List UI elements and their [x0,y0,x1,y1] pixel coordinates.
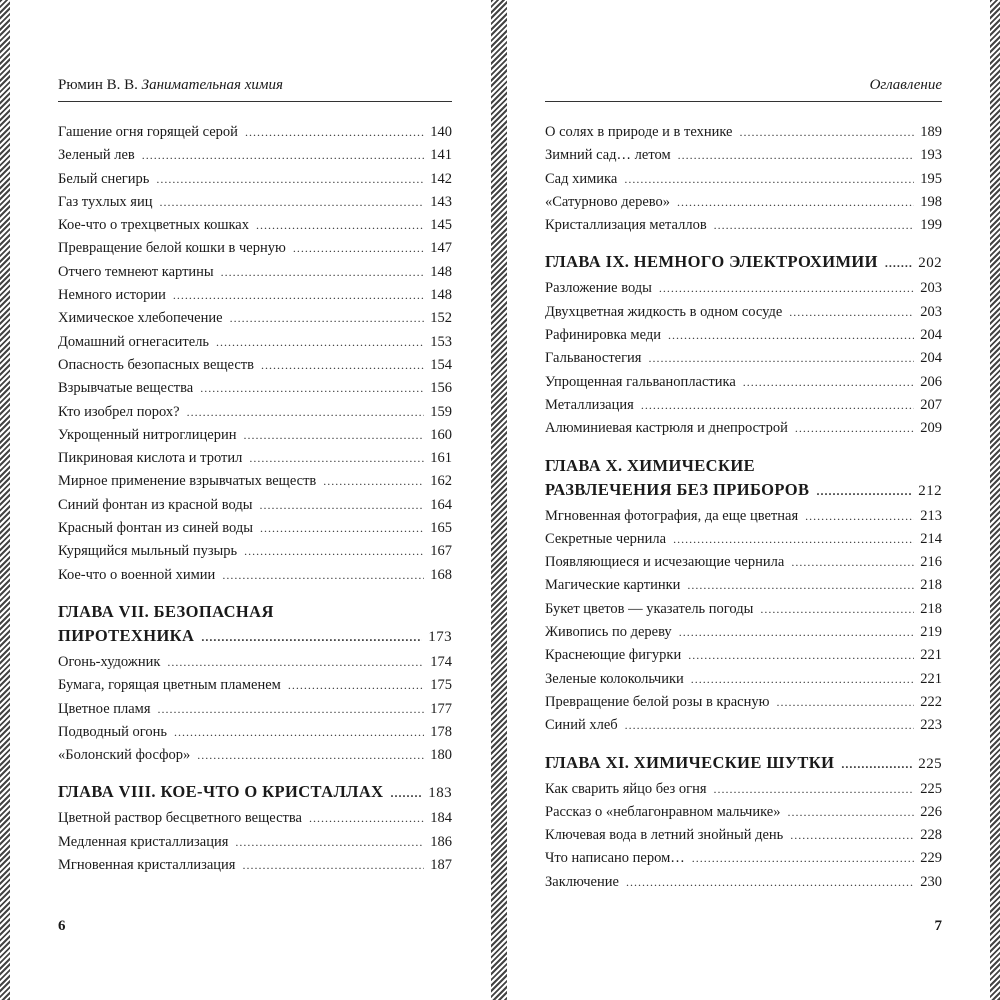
dot-leader [260,517,424,540]
chapter-title: РАЗВЛЕЧЕНИЯ БЕЗ ПРИБОРОВ [545,479,810,499]
toc-entry [58,307,452,330]
toc-entry-page: 207 [920,396,942,413]
dot-leader [235,831,424,854]
dot-leader [200,377,424,400]
dot-leader [221,261,424,284]
toc-entry-page: 221 [920,647,942,664]
toc-group [58,807,452,877]
chapter-title: ПИРОТЕХНИКА [58,625,195,645]
toc-group [58,651,452,767]
toc-entry-title: Заключение [545,873,619,890]
toc-entry [58,517,452,540]
toc-entry [58,214,452,237]
toc-group [545,505,942,738]
dot-leader [795,417,914,440]
chapter-page: 183 [428,785,452,802]
toc-group [545,277,942,440]
toc-entry-title: Кое-что о военной химии [58,566,216,583]
toc-entry-title: Гашение огня горящей серой [58,124,238,140]
chapter-title-line [545,250,942,274]
dot-leader [624,168,914,191]
toc-entry-page: 177 [430,700,452,717]
toc-entry-page: 140 [430,124,452,140]
toc-entry-page: 228 [920,827,942,844]
chapter-heading-8 [58,780,452,804]
dot-leader [714,214,914,237]
toc-entry [545,277,942,300]
toc-entry-page: 204 [920,350,942,367]
dot-leader [668,324,914,347]
toc-entry [58,144,452,167]
toc-entry [545,574,942,597]
toc-entry-title: Магические картинки [545,577,681,594]
toc-entry-title: Металлизация [545,396,634,413]
toc-entry-page: 226 [920,803,942,820]
toc-entry-page: 141 [430,147,452,164]
toc-entry-page: 204 [920,327,942,344]
chapter-page: 173 [428,628,452,645]
toc-entry-page: 154 [430,356,452,373]
chapter-title-line1: ГЛАВА X. ХИМИЧЕСКИЕ [545,455,755,475]
toc-group [545,778,942,894]
toc-entry-title: Синий фонтан из красной воды [58,496,253,513]
chapter-page: 225 [918,755,942,772]
toc-entry-page: 148 [430,263,452,280]
toc-entry [545,214,942,237]
toc-entry-title: Взрывчатые вещества [58,380,194,397]
dot-leader [885,251,912,275]
toc-entry [545,824,942,847]
toc-entry-page: 153 [430,333,452,350]
toc-entry [58,470,452,493]
dot-leader [259,494,424,517]
dot-leader [776,691,914,714]
chapter-page: 212 [918,482,942,499]
toc-entry [58,424,452,447]
toc-entry-title: «Болонский фосфор» [58,747,191,764]
toc-entry [58,744,452,767]
toc-entry [58,564,452,587]
toc-entry [58,284,452,307]
toc-entry [58,121,452,144]
dot-leader [323,470,424,493]
toc-entry-title: Синий хлеб [545,717,618,734]
toc-entry-title: Мгновенная фотография, да еще цветная [545,507,799,524]
dot-leader [242,854,424,877]
page-edge-right [990,0,1000,1000]
toc-entry-title: Ключевая вода в летний знойный день [545,827,784,844]
toc-entry-page: 161 [430,450,452,467]
toc-entry-page: 156 [430,380,452,397]
dot-leader [167,651,424,674]
toc-entry-page: 165 [430,520,452,537]
dot-leader [743,371,914,394]
toc-entry [545,528,942,551]
toc-entry-page: 168 [430,566,452,583]
toc-entry-title: Мирное применение взрывчатых веществ [58,473,317,490]
toc-entry [58,191,452,214]
toc-entry-title: Сад химика [545,170,618,187]
dot-leader [692,847,914,870]
dot-leader [678,144,914,167]
toc-entry-page: 160 [430,426,452,443]
running-head-author: Рюмин В. В. [58,77,138,93]
toc-entry-title: Огонь-художник [58,653,161,670]
toc-entry-page: 222 [920,693,942,710]
toc-entry [58,721,452,744]
dot-leader [160,191,425,214]
toc-entry-page: 180 [430,747,452,764]
toc-entry-page: 213 [920,507,942,524]
toc-entry-page: 209 [920,420,942,437]
chapter-title: ГЛАВА VIII. КОЕ-ЧТО О КРИСТАЛЛАХ [58,782,384,802]
toc-entry [545,347,942,370]
toc-entry [58,401,452,424]
dot-leader [142,144,424,167]
toc-entry-page: 225 [920,780,942,797]
toc-entry-page: 219 [920,624,942,641]
dot-leader [244,424,425,447]
dot-leader [760,598,914,621]
toc-entry-page: 142 [430,170,452,187]
toc-entry-page: 221 [920,670,942,687]
dot-leader [197,744,424,767]
toc-entry-title: Превращение белой розы в красную [545,693,770,710]
toc-entry-page: 189 [920,124,942,140]
toc-entry-title: Упрощенная гальванопластика [545,373,736,390]
chapter-page: 202 [918,255,942,272]
toc-entry-title: Краснеющие фигурки [545,647,682,664]
toc-entry [545,714,942,737]
toc-entry-page: 152 [430,310,452,327]
toc-entry-title: Что написано пером… [545,850,685,867]
page-number-right: 7 [934,918,942,934]
toc-entry-page: 145 [430,217,452,234]
toc-left [58,121,452,877]
right-page [545,0,942,1000]
toc-entry-title: Секретные чернила [545,530,667,547]
left-page [58,0,452,1000]
toc-entry-page: 214 [920,530,942,547]
toc-entry [58,540,452,563]
toc-entry [545,394,942,417]
toc-entry-title: Двухцветная жидкость в одном сосуде [545,303,783,320]
toc-entry [58,698,452,721]
toc-entry-page: 167 [430,543,452,560]
chapter-title: ГЛАВА XI. ХИМИЧЕСКИЕ ШУТКИ [545,752,835,772]
toc-entry-title: Опасность безопасных веществ [58,356,254,373]
toc-entry [58,807,452,830]
dot-leader [688,644,914,667]
toc-entry [545,598,942,621]
toc-entry [545,691,942,714]
toc-entry [545,778,942,801]
toc-entry-title: Укрощенный нитроглицерин [58,426,237,443]
dot-leader [158,698,424,721]
toc-entry-title: Рассказ о «неблагонравном мальчике» [545,803,781,820]
dot-leader [789,301,914,324]
toc-entry-title: Зимний сад… летом [545,147,671,164]
dot-leader [187,401,424,424]
dot-leader [156,168,424,191]
dot-leader [256,214,424,237]
dot-leader [691,668,914,691]
page-number-left: 6 [58,918,66,934]
toc-entry [545,168,942,191]
toc-entry [58,447,452,470]
toc-entry [545,847,942,870]
chapter-title: ГЛАВА IX. НЕМНОГО ЭЛЕКТРОХИМИИ [545,252,878,272]
dot-leader [679,621,914,644]
dot-leader [787,801,914,824]
running-head-book-title: Занимательная химия [141,77,283,93]
toc-entry-title: Белый снегирь [58,170,150,187]
toc-entry [58,168,452,191]
dot-leader [641,394,914,417]
toc-entry [545,371,942,394]
dot-leader [714,778,914,801]
dot-leader [673,528,914,551]
toc-entry-page: 206 [920,373,942,390]
toc-entry-title: Курящийся мыльный пузырь [58,543,238,560]
toc-entry-page: 216 [920,554,942,571]
toc-entry-title: Подводный огонь [58,723,167,740]
chapter-heading-7 [58,600,452,648]
toc-entry-title: Гальваностегия [545,350,642,367]
book-gutter [491,0,507,1000]
toc-entry-title: Кто изобрел порох? [58,403,180,420]
toc-right [545,121,942,894]
toc-entry-title: «Сатурново дерево» [545,193,671,210]
toc-entry [545,801,942,824]
toc-entry-page: 178 [430,723,452,740]
toc-entry-title: Разложение воды [545,280,652,297]
toc-entry [545,505,942,528]
toc-entry-page: 186 [430,833,452,850]
dot-leader [216,331,424,354]
toc-entry-title: Отчего темнеют картины [58,263,214,280]
toc-entry-page: 203 [920,303,942,320]
toc-entry-page: 184 [430,810,452,827]
toc-entry-title: Превращение белой кошки в черную [58,240,286,257]
toc-entry-page: 223 [920,717,942,734]
page-edge-left [0,0,10,1000]
toc-entry [545,324,942,347]
dot-leader [659,277,914,300]
toc-entry-page: 147 [430,240,452,257]
toc-entry [545,121,942,144]
dot-leader [390,781,422,805]
toc-entry [545,871,942,894]
dot-leader [173,284,424,307]
toc-entry-title: Кое-что о трехцветных кошках [58,217,249,234]
dot-leader [677,191,914,214]
toc-entry-page: 230 [920,873,942,890]
toc-entry-title: Цветное пламя [58,700,151,717]
toc-entry-title: Зеленые колокольчики [545,670,684,687]
toc-entry-title: Домашний огнегаситель [58,333,210,350]
chapter-title-line1: ГЛАВА VII. БЕЗОПАСНАЯ [58,601,274,621]
toc-entry-title: Немного истории [58,287,166,304]
toc-group [545,121,942,237]
toc-entry-title: Пикриновая кислота и тротил [58,450,243,467]
chapter-title-line2 [58,624,452,648]
toc-entry-page: 187 [430,857,452,874]
toc-entry-page: 148 [430,287,452,304]
toc-entry-title: Рафинировка меди [545,327,661,344]
toc-entry [58,854,452,877]
chapter-title-line [545,751,942,775]
toc-entry-page: 175 [430,677,452,694]
toc-entry-page: 199 [920,217,942,234]
dot-leader [626,871,914,894]
dot-leader [739,121,914,144]
toc-entry-title: Как сварить яйцо без огня [545,780,707,797]
dot-leader [293,237,424,260]
toc-entry-title: Красный фонтан из синей воды [58,520,254,537]
toc-entry [545,621,942,644]
running-head-right [545,77,942,102]
dot-leader [174,721,424,744]
toc-entry-page: 229 [920,850,942,867]
toc-entry [58,237,452,260]
dot-leader [201,625,422,649]
toc-entry-title: Появляющиеся и исчезающие чернила [545,554,785,571]
toc-entry-page: 218 [920,600,942,617]
toc-entry-title: Букет цветов — указатель погоды [545,600,754,617]
toc-entry [58,331,452,354]
toc-entry-title: Газ тухлых яиц [58,193,153,210]
toc-entry [58,494,452,517]
running-head-section: Оглавление [869,77,942,93]
toc-entry [58,261,452,284]
dot-leader [791,551,914,574]
toc-entry-page: 218 [920,577,942,594]
toc-entry [58,651,452,674]
toc-entry [545,301,942,324]
dot-leader [625,714,914,737]
dot-leader [687,574,914,597]
toc-entry-title: Живопись по дереву [545,624,672,641]
toc-entry [58,674,452,697]
toc-entry-title: Бумага, горящая цветным пламенем [58,677,281,694]
dot-leader [816,479,912,503]
chapter-heading-11 [545,751,942,775]
dot-leader [249,447,424,470]
toc-entry-title: Алюминиевая кастрюля и днепрострой [545,420,788,437]
toc-entry [58,377,452,400]
toc-entry-title: Мгновенная кристаллизация [58,857,236,874]
chapter-heading-9 [545,250,942,274]
toc-entry [545,191,942,214]
running-head-left [58,77,452,102]
toc-entry-page: 198 [920,193,942,210]
dot-leader [841,752,912,776]
toc-entry [58,831,452,854]
toc-entry-title: Медленная кристаллизация [58,833,229,850]
chapter-title-line2 [545,478,942,502]
toc-entry-page: 159 [430,403,452,420]
dot-leader [245,121,424,144]
toc-entry [545,551,942,574]
dot-leader [244,540,424,563]
toc-entry-title: О солях в природе и в технике [545,124,733,140]
toc-entry-page: 195 [920,170,942,187]
dot-leader [309,807,424,830]
chapter-title-line [58,780,452,804]
toc-entry [58,354,452,377]
toc-entry-page: 164 [430,496,452,513]
toc-entry-page: 193 [920,147,942,164]
toc-entry-title: Зеленый лев [58,147,135,164]
dot-leader [222,564,424,587]
toc-entry [545,417,942,440]
toc-entry-page: 203 [920,280,942,297]
toc-entry-title: Кристаллизация металлов [545,217,707,234]
toc-entry-title: Химическое хлебопечение [58,310,223,327]
dot-leader [230,307,424,330]
chapter-heading-10 [545,454,942,502]
dot-leader [261,354,424,377]
dot-leader [790,824,914,847]
toc-entry [545,144,942,167]
toc-entry-page: 162 [430,473,452,490]
toc-entry [545,644,942,667]
toc-entry-title: Цветной раствор бесцветного вещества [58,810,302,827]
toc-entry-page: 143 [430,193,452,210]
toc-entry-page: 174 [430,653,452,670]
dot-leader [805,505,914,528]
dot-leader [288,674,424,697]
toc-entry [545,668,942,691]
dot-leader [648,347,914,370]
running-head-author-wrap [58,77,283,94]
toc-group [58,121,452,587]
